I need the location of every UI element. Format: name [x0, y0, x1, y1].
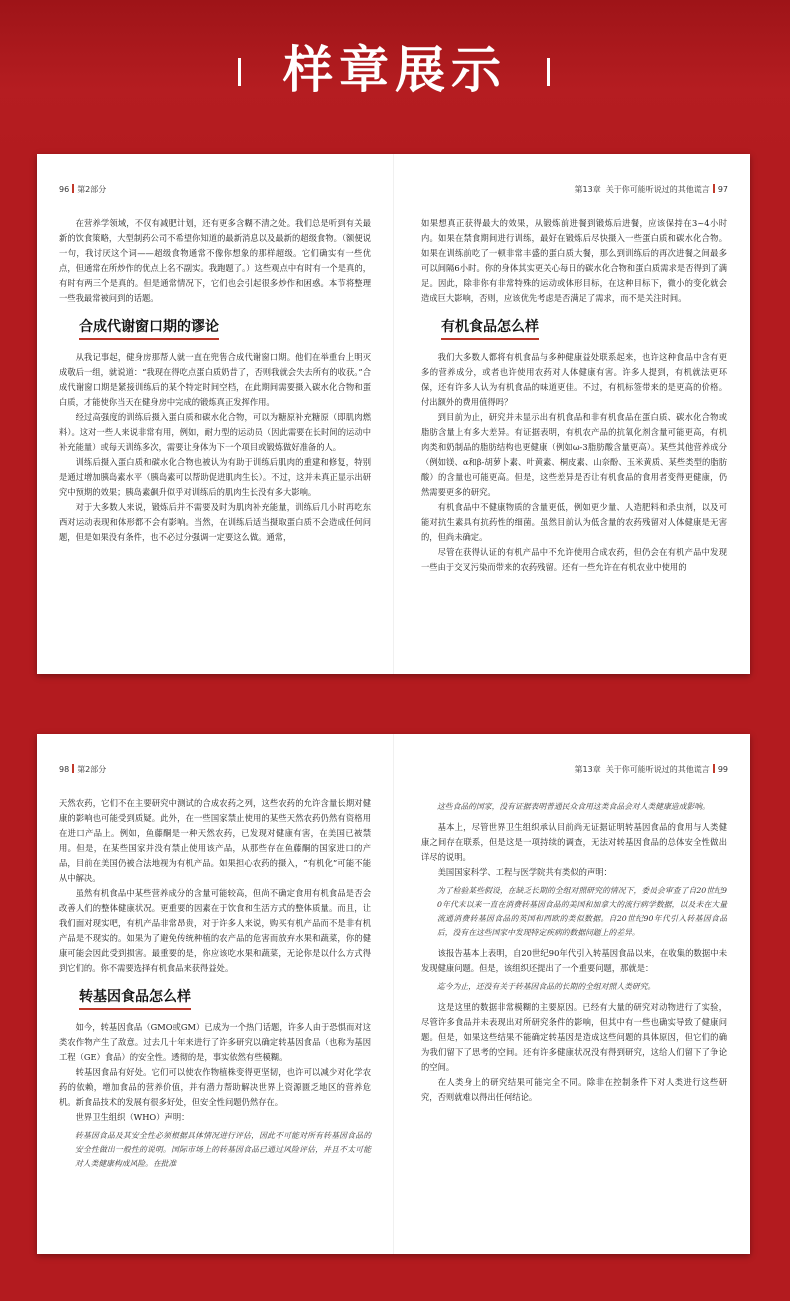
paragraph: 从我记事起，健身房那帮人就一直在兜售合成代谢窗口期。他们在举重台上明灭成敬后一组，就说道：“我现在得吃点蛋白质奶昔了，否则我就会失去所有的收获。”合成代谢窗口期是紧接训练后的某个特定时间空档，在此期间需要摄入碳水化合物和蛋白质，才能使你当天在健身房中完成的锻炼真正发挥作用。: [59, 352, 371, 407]
chapter-label: 第13章: [574, 765, 601, 774]
paragraph: 天然农药，它们不在主要研究中测试的合成农药之列，这些农药的允许含量长期对健康的影响也可能受到质疑。此外，在一些国家禁止使用的某些天然农药仍然有资格用在进口产品上。例如，鱼藤酮是一种天然农药，已发现对健康有害，在美国已被禁用。但是，在某些国家并没有禁止使用该产品，从那些存在鱼藤酮的国家进口的产品，目前在美国仍被合法地视为有机产品。如果担心农药的摄入，“有机化”可能不能从中解决。: [59, 798, 371, 883]
page-number: 96: [59, 185, 70, 194]
chapter-label: 第13章: [574, 185, 601, 194]
paragraph: 在人类身上的研究结果可能完全不同。除非在控制条件下对人类进行这些研究，否则就难以得出任何结论。: [421, 1077, 727, 1102]
header-divider: [72, 764, 74, 773]
page-number: 98: [59, 765, 70, 774]
right-page-column: [421, 216, 727, 575]
paragraph: 在营养学领域，不仅有减肥计划，还有更多含糊不清之处。我们总是听到有关最新的饮食策略，大型制药公司不希望你知道的最新消息以及最新的超级食物。（额便说一句，我讨厌这个词——超级食物通常不像你想象的那样超级。它们确实有一些优点，但通常在所炒作的优点上名不副实。我跑题了。）这些观点中有时有一个是真的，有时有两三个是真的。但是通常情况下，它们也会引起很多炒作和困惑。本节将整理一些我最常被问到的话题。: [59, 218, 371, 303]
section-heading: 转基因食品怎么样: [79, 988, 191, 1010]
banner-title: 样章展示: [283, 41, 507, 99]
paragraph: 尽管在获得认证的有机产品中不允许使用合成农药，但仍会在有机产品中发现一些由于交叉污染而带来的农药残留。还有一些允许在有机农业中使用的: [421, 547, 727, 572]
block-quote: 这些食品的国家，没有证据表明普通民众食用这类食品会对人类健康造成影响。: [437, 802, 710, 811]
page-number: 97: [717, 185, 728, 194]
section-heading: 合成代谢窗口期的谬论: [79, 318, 219, 340]
block-quote: 迄今为止，还没有关于转基因食品的长期的全组对照人类研究。: [437, 982, 656, 991]
banner-right-bar: [547, 58, 550, 86]
chapter-title: 关于你可能听说过的其他谎言: [605, 765, 710, 774]
header-divider: [713, 184, 715, 193]
paragraph: 转基因食品有好处。它们可以使农作物植株变得更坚韧，也许可以减少对化学农药的依赖，增加食品的营养价值，并有潜力帮助解决世界上资源匮乏地区的营养危机。新食品技术的发展有很多好处，但安全性问题仍然存在。: [59, 1067, 371, 1107]
paragraph: 对于大多数人来说，锻炼后并不需要及时为肌肉补充能量，训练后几小时再吃东西对运动表现和体形都不会有影响。当然，在训练后适当摄取蛋白质不会造成任何问题，但是如果没有条件，也不必过分强调一定要这么做。通常，: [59, 502, 371, 542]
header-divider: [713, 764, 715, 773]
paragraph: 到目前为止，研究并未显示出有机食品和非有机食品在蛋白质、碳水化合物或脂肪含量上有多大差异。有证据表明，有机农产品的抗氧化剂含量可能更高，有机肉类和奶制品的脂肪结构也更健康（例如ω-3脂肪酸含量更高）。某些其他营养成分（例如镁、α和β-胡萝卜素、叶黄素、桐皮素、山奈酚、玉米黄质、某些类型的脂肪酸）的含量也可能更高。但是，这些差异是否让有机食品的食用者变得更健康，仍然需要更多的研究。: [421, 412, 727, 497]
paragraph: 该报告基本上表明，自20世纪90年代引入转基因食品以来，在收集的数据中未发现健康问题。但是，该组织还提出了一个重要问题，那就是：: [421, 948, 727, 973]
page-header-left: [59, 184, 106, 195]
paragraph: 我们大多数人都将有机食品与多种健康益处联系起来，也许这种食品中含有更多的营养成分，或者也许使用农药对人体健康有害。许多人提到，有机就法更环保，还有许多人认为有机食品的味道更佳。不过，有机标签带来的是更高的价格。付出额外的费用值得吗？: [421, 352, 727, 407]
paragraph: 虽然有机食品中某些营养成分的含量可能较高，但尚不确定食用有机食品是否会改善人们的整体健康状况。更重要的因素在于饮食和生活方式的整体质量。而且，让我们面对现实吧，有机产品非常昂贵，对于许多人来说，购买有机产品而不是非有机产品是不现实的。如果为了避免传统种植的农产品的危害而放弃水果和蔬菜，你的健康可能会因此受到损害。最重要的是，你应该吃水果和蔬菜，无论你是以什么方式得到它们的。你不需要选择有机食品来获得益处。: [59, 888, 371, 973]
paragraph: 这是这里的数据非常模糊的主要原因。已经有大量的研究对动物进行了实验，尽管许多食品并未表现出对所研究条件的影响，但其中有一些也确实导致了健康问题。但是，如果这些结果不能确定转基因是造成这些问题的具体原因，但它们的确为我们留下了思考的空间。还有许多健康状况没有得到研究，这给人们留下了争论的空间。: [421, 1002, 727, 1072]
paragraph: 基本上，尽管世界卫生组织承认目前尚无证据证明转基因食品的食用与人类健康之间存在联系，但是这是一项持续的调查，无法对转基因食品的总体安全性做出详尽的说明。: [421, 822, 727, 862]
paragraph: 世界卫生组织（WHO）声明：: [75, 1112, 190, 1122]
banner: [0, 0, 790, 150]
paragraph: 经过高强度的训练后摄入蛋白质和碳水化合物，可以为糖原补充糖原（即肌肉燃料）。这对一些人来说非常有用，例如，耐力型的运动员（因此需要在长时间的运动中补充能量）或每天训练多次，需要让身体为下一个项目或锻炼做好准备的人。: [59, 412, 371, 452]
paragraph: 如今，转基因食品（GMO或GM）已成为一个热门话题，许多人由于恐惧而对这类农作物产生了敌意。过去几十年来进行了许多研究以确定转基因食品（也称为基因工程（GE）食品）的安全性。透彻的是，事实依然有些模糊。: [59, 1022, 371, 1062]
left-page-column: [59, 216, 371, 545]
book-spread-2: [37, 734, 750, 1254]
page-header-right: [575, 764, 728, 775]
gutter: [393, 734, 394, 1254]
paragraph: 训练后摄入蛋白质和碳水化合物也被认为有助于训练后肌肉的重建和修复，特别是通过增加胰岛素水平（胰岛素可以帮助促进肌肉生长）。不过，这并未真正显示出研究中预期的效果；胰岛素飙升似乎对训练后的肌肉生长没有多大影响。: [59, 457, 371, 497]
header-divider: [72, 184, 74, 193]
block-quote: 为了检验某些假设，在缺乏长期的全组对照研究的情况下，委员会审查了自20世纪90年代末以来一直在消费转基因食品的美国和加拿大的流行病学数据，以及未在大量流通消费转基因食品的英国和西欧的类似数据。自20世纪90年代引入转基因食品后，没有在这些国家中发现特定疾病的数据问题上的差异。: [437, 886, 727, 937]
page-number: 99: [717, 765, 728, 774]
page-header-left: [59, 764, 106, 775]
chapter-title: 关于你可能听说过的其他谎言: [605, 185, 710, 194]
section-heading: 有机食品怎么样: [441, 318, 539, 340]
page-header-right: [575, 184, 728, 195]
paragraph: 如果想真正获得最大的效果，从锻炼前进餐到锻炼后进餐，应该保持在3~4小时内。如果在禁食期间进行训练，最好在锻炼后尽快摄入一些蛋白质和碳水化合物。如果在训练前吃了一顿非常丰盛的蛋白质大餐，那么到训练后的再次进餐之间最多可以间隔6小时。你的身体其实更关心每日的碳水化合物和蛋白质需求是否得到了满足。因此，除非你有非常特殊的运动或体形目标，在这种目标下，微小的变化就会造成巨大影响，否则，应该优先考虑是否满足了需求，而不是关注时间。: [421, 218, 727, 303]
block-quote: 转基因食品及其安全性必须根据具体情况进行评估，因此不可能对所有转基因食品的安全性做出一般性的说明。国际市场上的转基因食品已通过风险评估，并且不太可能对人类健康构成风险。在批准: [75, 1131, 371, 1168]
book-spread-1: [37, 154, 750, 674]
paragraph: 有机食品中不健康物质的含量更低，例如更少量、人造肥料和杀虫剂，以及可能对抗生素具有抗药性的细菌。虽然目前认为低含量的农药残留对人体健康是无害的，但尚未确定。: [421, 502, 727, 542]
right-page-column: [421, 796, 727, 1105]
left-page-column: [59, 796, 371, 1177]
section-label: 第2部分: [77, 185, 107, 194]
section-label: 第2部分: [77, 765, 107, 774]
paragraph: 美国国家科学、工程与医学院共有类似的声明：: [437, 867, 612, 877]
gutter: [393, 154, 394, 674]
